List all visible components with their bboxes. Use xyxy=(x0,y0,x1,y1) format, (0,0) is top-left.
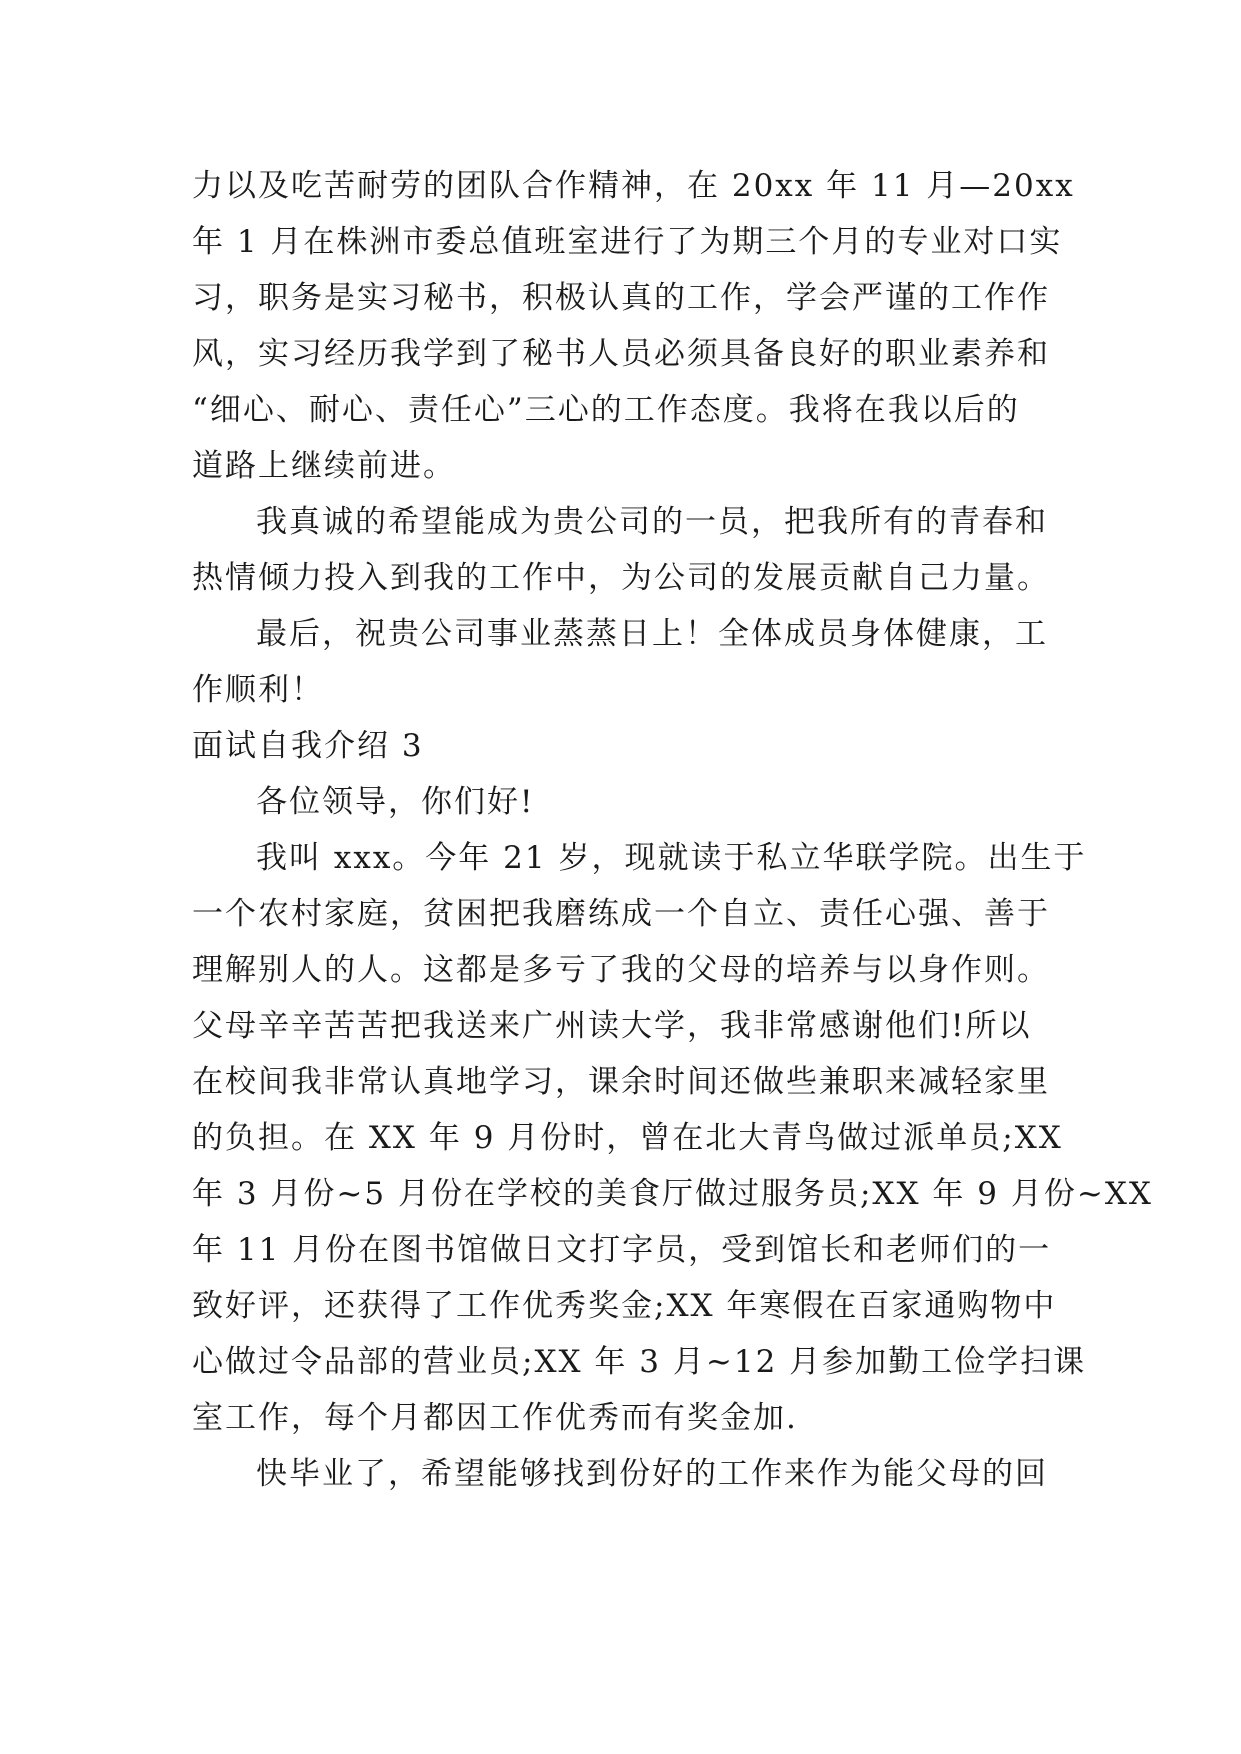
paragraph-line: “细心、耐心、责任心”三心的工作态度。我将在我以后的 xyxy=(192,392,1020,428)
paragraph-line: 父母辛辛苦苦把我送来广州读大学，我非常感谢他们!所以 xyxy=(192,1008,1032,1044)
paragraph-line: 习，职务是实习秘书，积极认真的工作，学会严谨的工作作 xyxy=(192,280,1050,316)
paragraph-line: 一个农村家庭，贫困把我磨练成一个自立、责任心强、善于 xyxy=(192,896,1050,932)
paragraph-line: 热情倾力投入到我的工作中，为公司的发展贡献自己力量。 xyxy=(192,560,1050,596)
paragraph-line: 室工作，每个月都因工作优秀而有奖金加. xyxy=(192,1400,798,1436)
paragraph-line: 最后，祝贵公司事业蒸蒸日上！全体成员身体健康，工 xyxy=(256,616,1048,652)
paragraph-line: 致好评，还获得了工作优秀奖金;XX 年寒假在百家通购物中 xyxy=(192,1288,1057,1324)
paragraph-line: 我真诚的希望能成为贵公司的一员，把我所有的青春和 xyxy=(256,504,1048,540)
paragraph-line: 道路上继续前进。 xyxy=(192,448,456,484)
greeting-line: 各位领导，你们好! xyxy=(256,784,535,820)
paragraph-line: 我叫 xxx。今年 21 岁，现就读于私立华联学院。出生于 xyxy=(256,840,1087,876)
paragraph-line: 理解别人的人。这都是多亏了我的父母的培养与以身作则。 xyxy=(192,952,1050,988)
paragraph-line: 年 3 月份~5 月份在学校的美食厅做过服务员;XX 年 9 月份~XX xyxy=(192,1176,1153,1212)
paragraph-line: 作顺利！ xyxy=(192,672,324,708)
paragraph-line: 在校间我非常认真地学习，课余时间还做些兼职来减轻家里 xyxy=(192,1064,1050,1100)
paragraph-line: 心做过令品部的营业员;XX 年 3 月~12 月参加勤工俭学扫课 xyxy=(192,1344,1087,1380)
paragraph-line: 年 11 月份在图书馆做日文打字员，受到馆长和老师们的一 xyxy=(192,1232,1052,1268)
paragraph-line: 风，实习经历我学到了秘书人员必须具备良好的职业素养和 xyxy=(192,336,1050,372)
section-heading: 面试自我介绍 3 xyxy=(192,728,424,764)
paragraph-line: 力以及吃苦耐劳的团队合作精神，在 20xx 年 11 月—20xx xyxy=(192,168,1075,204)
paragraph-line: 快毕业了，希望能够找到份好的工作来作为能父母的回 xyxy=(256,1456,1048,1492)
paragraph-line: 年 1 月在株洲市委总值班室进行了为期三个月的专业对口实 xyxy=(192,224,1063,260)
paragraph-line: 的负担。在 XX 年 9 月份时，曾在北大青鸟做过派单员;XX xyxy=(192,1120,1063,1156)
